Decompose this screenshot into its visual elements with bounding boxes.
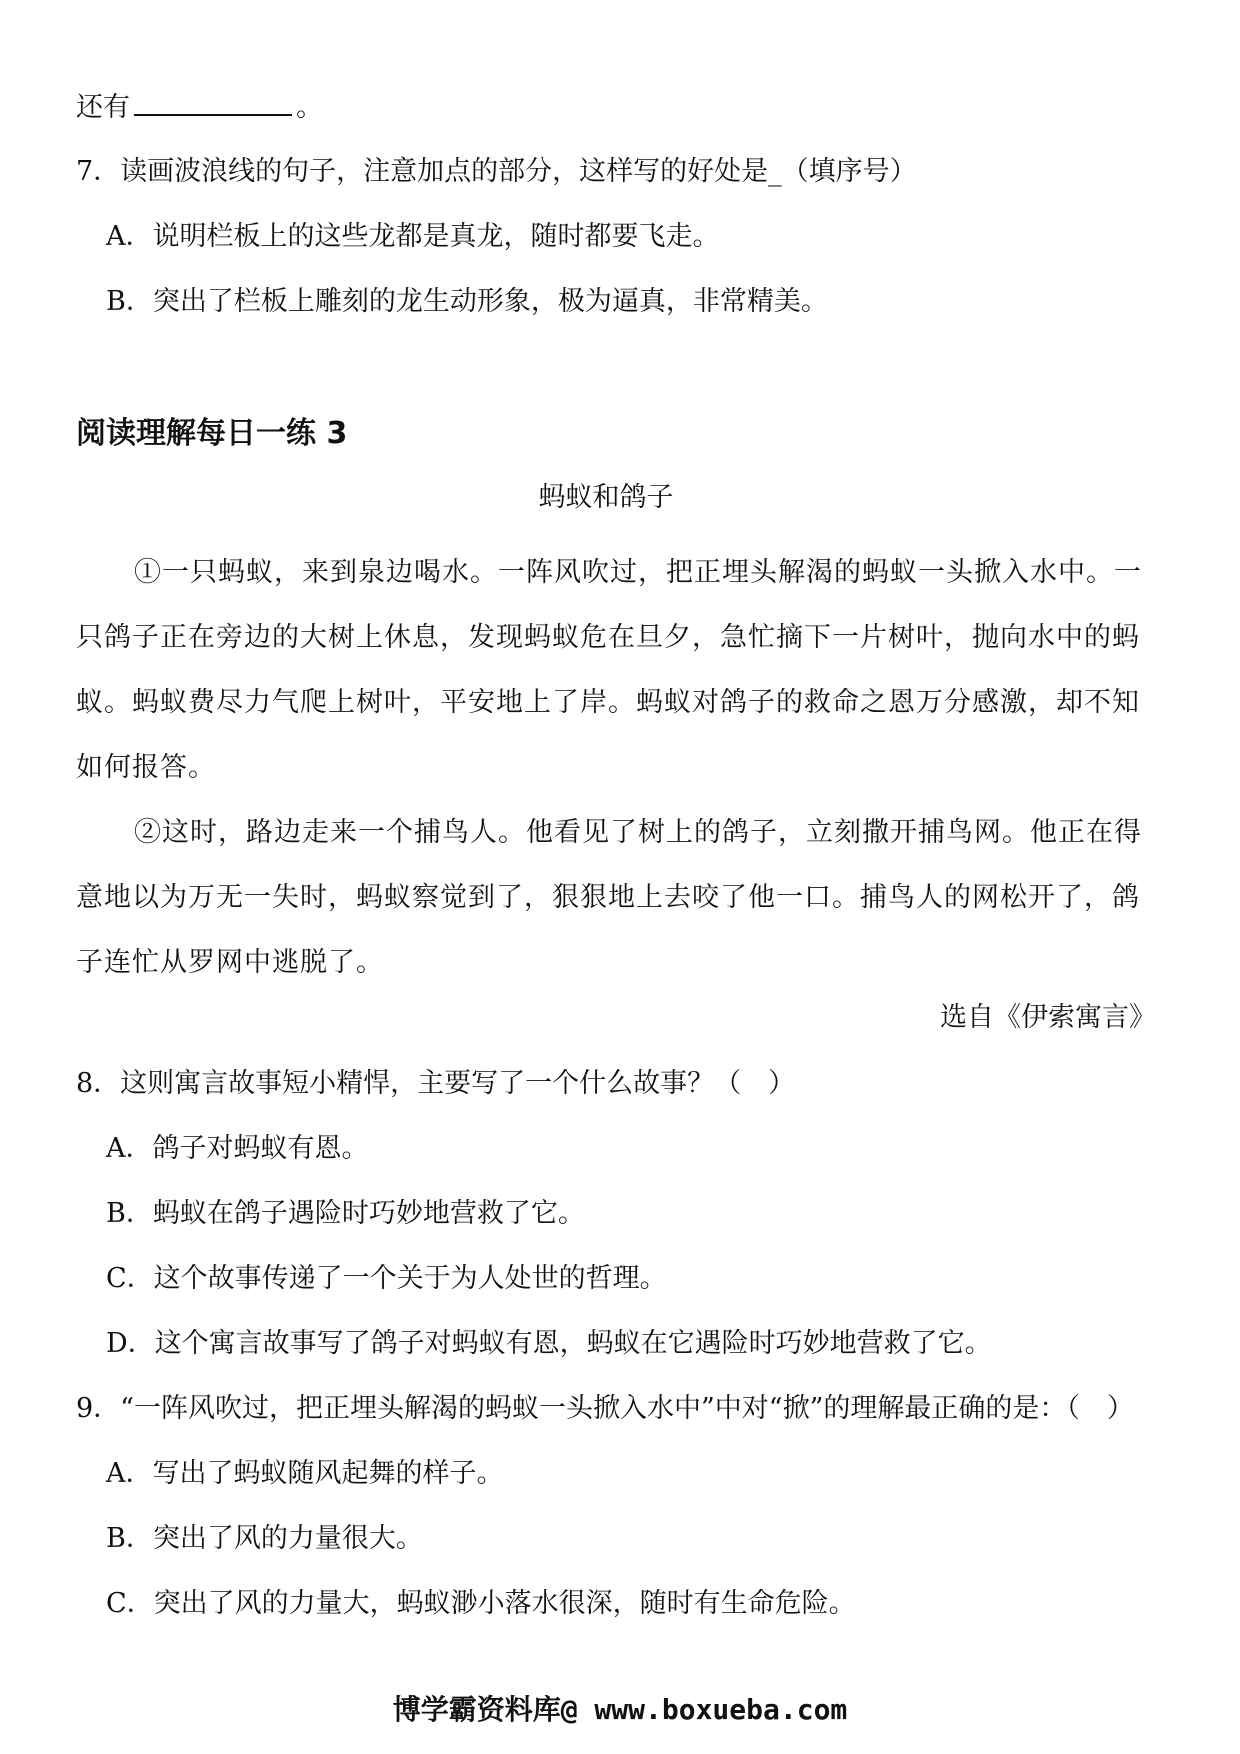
q7-option-b: B．突出了栏板上雕刻的龙生动形象，极为逼真，非常精美。 bbox=[106, 286, 828, 317]
q7-option-a: A．说明栏板上的这些龙都是真龙，随时都要飞走。 bbox=[106, 221, 720, 252]
q9-option-b: B．突出了风的力量很大。 bbox=[106, 1523, 423, 1554]
q8-option-b: B．蚂蚁在鸽子遇险时巧妙地营救了它。 bbox=[106, 1198, 585, 1229]
story-source: 选自《伊索寓言》 bbox=[940, 1002, 1156, 1033]
section-heading: 阅读理解每日一练 3 bbox=[76, 416, 348, 451]
q8-option-a: A．鸽子对蚂蚁有恩。 bbox=[106, 1133, 369, 1164]
story-paragraph-2: ②这时，路边走来一个捕鸟人。他看见了树上的鸽子，立刻撒开捕鸟网。他正在得意地以为万无一失时，蚂蚁察觉到了，狠狠地上去咬了他一口。捕鸟人的网松开了，鸽子连忙从罗网中逃脱了。 bbox=[76, 817, 1142, 978]
q8-text: 8．这则寓言故事短小精悍，主要写了一个什么故事？（ ） bbox=[76, 1068, 796, 1099]
story-paragraph-1: ①一只蚂蚁，来到泉边喝水。一阵风吹过，把正埋头解渴的蚂蚁一头掀入水中。一只鸽子正在旁边的大树上休息，发现蚂蚁危在旦夕，急忙摘下一片树叶，抛向水中的蚂蚁。蚂蚁费尽力气爬上树叶，平安地上了岸。蚂蚁对鸽子的救命之恩万分感激，却不知如何报答。 bbox=[76, 557, 1142, 783]
q9-option-a: A．写出了蚂蚁随风起舞的样子。 bbox=[106, 1458, 504, 1489]
q6-prefix: 还有 bbox=[76, 92, 130, 123]
q8-option-c: C．这个故事传递了一个关于为人处世的哲理。 bbox=[106, 1263, 667, 1294]
q6-answer-line bbox=[76, 88, 323, 128]
footer-watermark: 博学霸资料库@ www.boxueba.com bbox=[392, 1693, 848, 1726]
q8-option-d: D．这个寓言故事写了鸽子对蚂蚁有恩，蚂蚁在它遇险时巧妙地营救了它。 bbox=[106, 1328, 992, 1359]
q9-option-c: C．突出了风的力量大，蚂蚁渺小落水很深，随时有生命危险。 bbox=[106, 1588, 856, 1619]
story-title: 蚂蚁和鸽子 bbox=[538, 482, 674, 513]
q7-text: 7．读画波浪线的句子，注意加点的部分，这样写的好处是_（填序号） bbox=[76, 156, 917, 187]
q9-text: 9．“一阵风吹过，把正埋头解渴的蚂蚁一头掀入水中”中对“掀”的理解最正确的是：（ ） bbox=[76, 1393, 1134, 1424]
answer-blank bbox=[134, 88, 292, 116]
q6-suffix: 。 bbox=[296, 92, 323, 123]
